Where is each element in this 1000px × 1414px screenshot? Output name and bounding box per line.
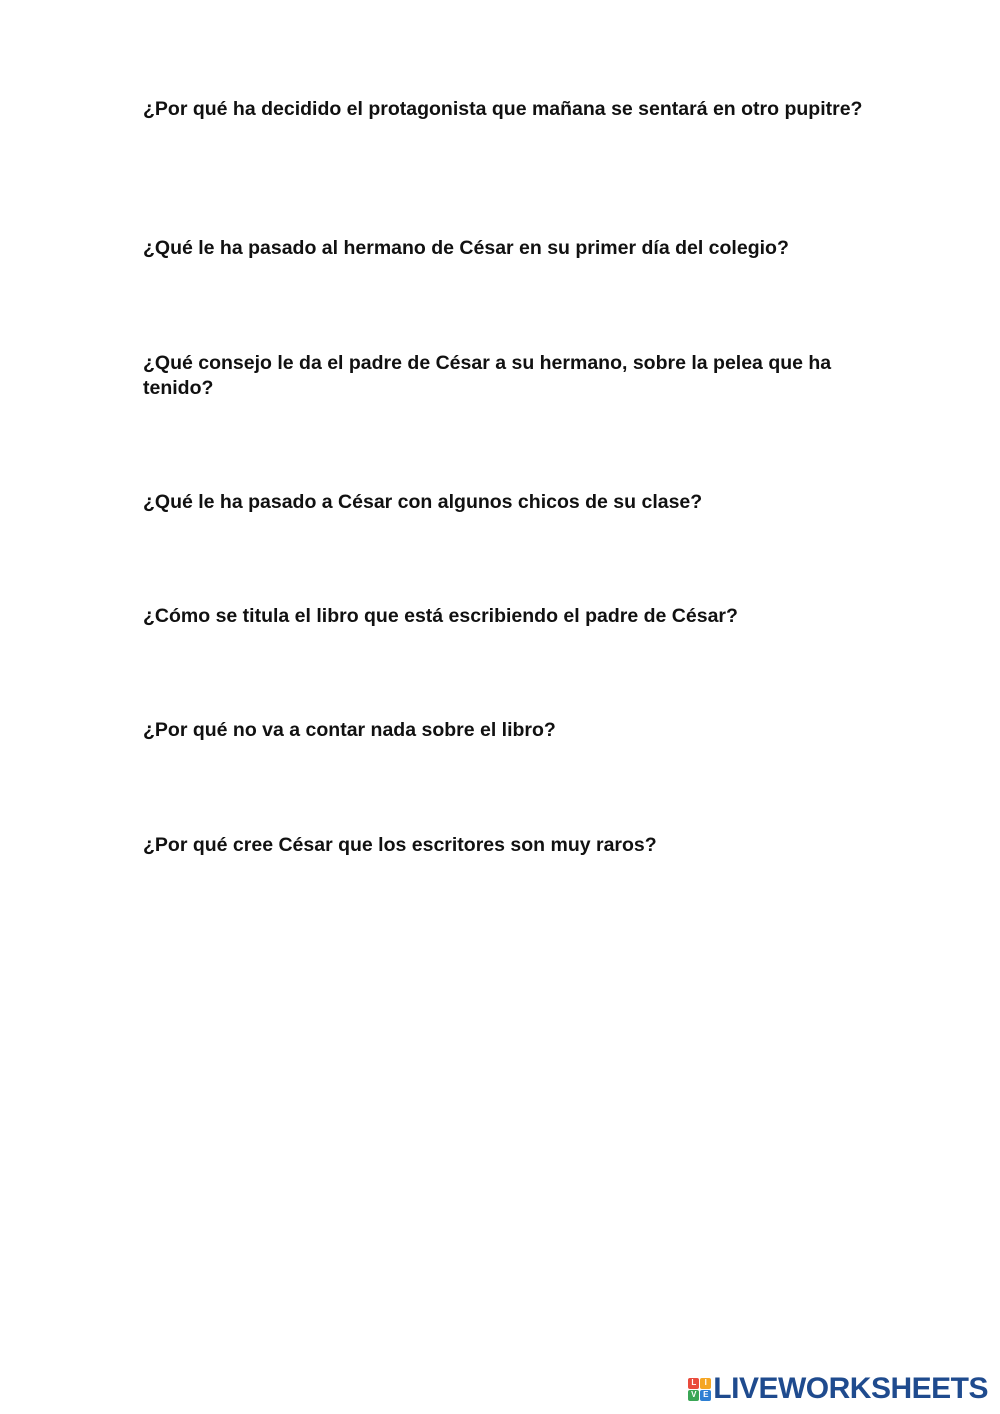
liveworksheets-logo-icon bbox=[688, 1378, 711, 1401]
question-3: ¿Qué consejo le da el padre de César a su hermano, sobre la pelea que ha tenido? bbox=[143, 352, 832, 399]
logo-cell-l: L bbox=[688, 1378, 699, 1389]
question-4: ¿Qué le ha pasado a César con algunos chicos de su clase? bbox=[143, 491, 703, 513]
question-7: ¿Por qué cree César que los escritores son muy raros? bbox=[143, 834, 657, 856]
question-6: ¿Por qué no va a contar nada sobre el libro? bbox=[143, 719, 556, 741]
logo-cell-v: V bbox=[688, 1390, 699, 1401]
question-2: ¿Qué le ha pasado al hermano de César en su primer día del colegio? bbox=[143, 237, 789, 259]
liveworksheets-brand bbox=[688, 1374, 988, 1404]
question-1: ¿Por qué ha decidido el protagonista que mañana se sentará en otro pupitre? bbox=[143, 98, 863, 120]
question-5: ¿Cómo se titula el libro que está escribiendo el padre de César? bbox=[143, 605, 738, 627]
logo-cell-e: E bbox=[700, 1390, 711, 1401]
brand-name: LIVEWORKSHEETS bbox=[713, 1372, 988, 1405]
logo-cell-i: I bbox=[700, 1378, 711, 1389]
